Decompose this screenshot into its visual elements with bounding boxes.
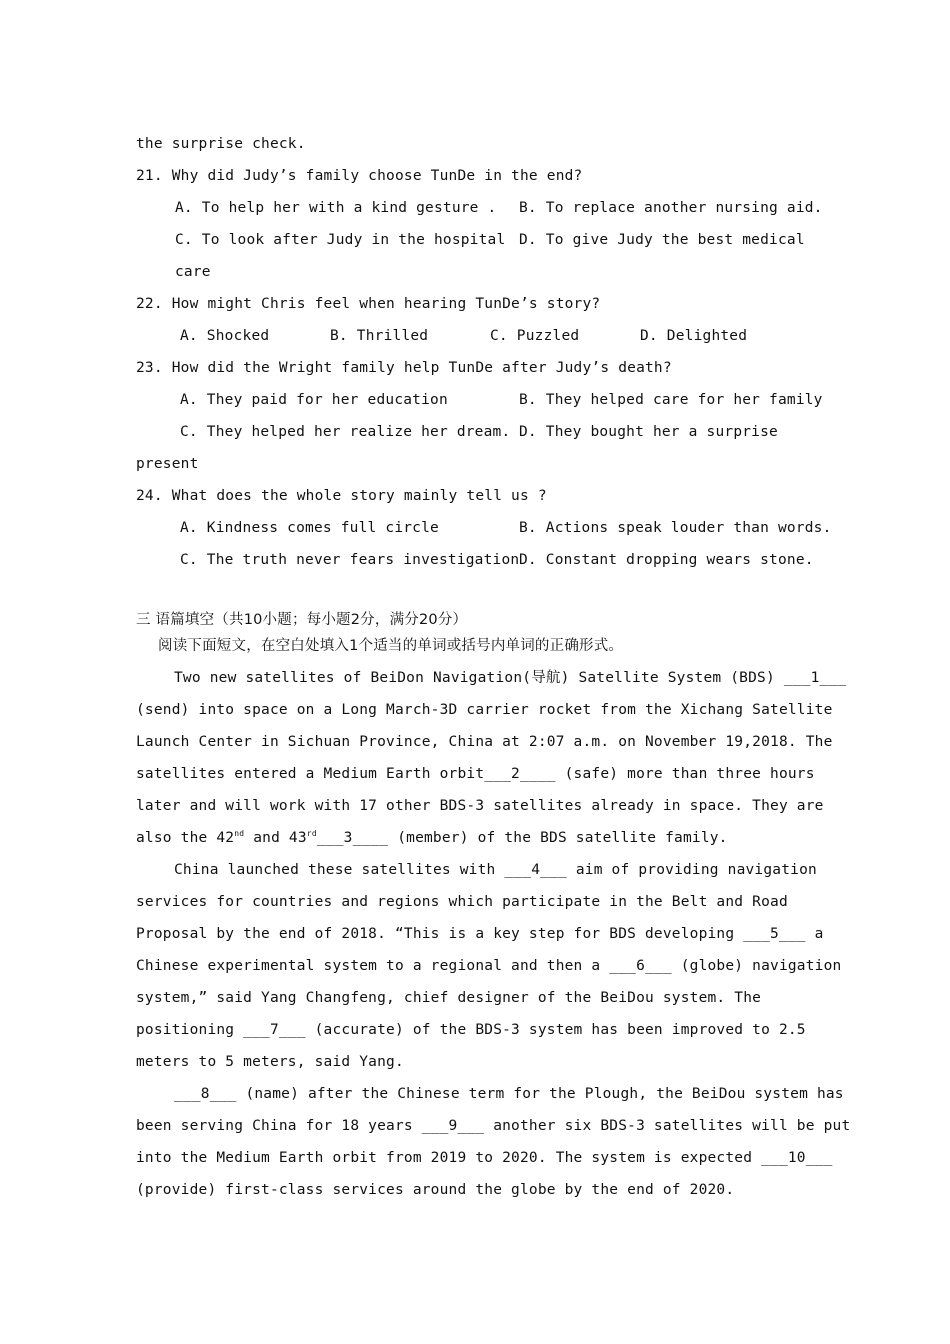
option-c: C. The truth never fears investigation — [180, 552, 520, 568]
section-instruction: 阅读下面短文，在空白处填入1个适当的单词或括号内单词的正确形式。 — [158, 638, 624, 654]
option-b: B. Thrilled — [330, 328, 429, 344]
passage-line: Proposal by the end of 2018. “This is a key step for BDS developing ___5___ a — [136, 926, 824, 942]
option-d-wrap: present — [136, 456, 199, 472]
passage-text: ___3____ (member) of the BDS satellite family. — [316, 830, 728, 846]
option-c: C. They helped her realize her dream. — [180, 424, 511, 440]
question-stem: 21. Why did Judy’s family choose TunDe in the end? — [136, 168, 583, 184]
passage-line: (provide) first-class services around the globe by the end of 2020. — [136, 1182, 735, 1198]
option-d: D. To give Judy the best medical — [519, 232, 805, 248]
option-c: C. Puzzled — [490, 328, 580, 344]
option-a: A. To help her with a kind gesture . — [175, 200, 497, 216]
question-stem: 23. How did the Wright family help TunDe after Judy’s death? — [136, 360, 672, 376]
passage-line: system,” said Yang Changfeng, chief designer of the BeiDou system. The — [136, 990, 762, 1006]
passage-line: satellites entered a Medium Earth orbit___2____ (safe) more than three hours — [136, 766, 815, 782]
passage-line: Two new satellites of BeiDon Navigation(导航) Satellite System (BDS) ___1___ — [174, 670, 847, 686]
continuation-text: the surprise check. — [136, 136, 306, 152]
option-d: D. Constant dropping wears stone. — [519, 552, 814, 568]
question-stem: 22. How might Chris feel when hearing TunDe’s story? — [136, 296, 601, 312]
option-c: C. To look after Judy in the hospital — [175, 232, 506, 248]
option-b: B. Actions speak louder than words. — [519, 520, 832, 536]
superscript: nd — [234, 829, 245, 838]
question-stem: 24. What does the whole story mainly tell us ? — [136, 488, 547, 504]
option-d: D. They bought her a surprise — [519, 424, 778, 440]
passage-line: Launch Center in Sichuan Province, China at 2:07 a.m. on November 19,2018. The — [136, 734, 833, 750]
option-a: A. Shocked — [180, 328, 270, 344]
passage-line: Chinese experimental system to a regional and then a ___6___ (globe) navigation — [136, 958, 842, 974]
section-heading: 三 语篇填空（共10小题；每小题2分，满分20分） — [136, 612, 468, 628]
passage-line — [136, 828, 728, 848]
passage-line: later and will work with 17 other BDS-3 satellites already in space. They are — [136, 798, 824, 814]
option-a: A. Kindness comes full circle — [180, 520, 439, 536]
option-a: A. They paid for her education — [180, 392, 448, 408]
passage-text: also the 42 — [136, 830, 235, 846]
passage-line: into the Medium Earth orbit from 2019 to 2020. The system is expected ___10___ — [136, 1150, 833, 1166]
option-b: B. To replace another nursing aid. — [519, 200, 823, 216]
option-d: D. Delighted — [640, 328, 748, 344]
option-d-wrap: care — [175, 264, 211, 280]
passage-line: been serving China for 18 years ___9___ another six BDS-3 satellites will be put — [136, 1118, 851, 1134]
passage-line: ___8___ (name) after the Chinese term for the Plough, the BeiDou system has — [174, 1086, 844, 1102]
passage-line: China launched these satellites with ___4___ aim of providing navigation — [174, 862, 817, 878]
passage-text: and 43 — [244, 830, 307, 846]
passage-line: services for countries and regions which participate in the Belt and Road — [136, 894, 788, 910]
option-b: B. They helped care for her family — [519, 392, 823, 408]
passage-line: (send) into space on a Long March-3D carrier rocket from the Xichang Satellite — [136, 702, 833, 718]
passage-line: positioning ___7___ (accurate) of the BDS-3 system has been improved to 2.5 — [136, 1022, 806, 1038]
passage-line: meters to 5 meters, said Yang. — [136, 1054, 404, 1070]
superscript: rd — [306, 829, 317, 838]
